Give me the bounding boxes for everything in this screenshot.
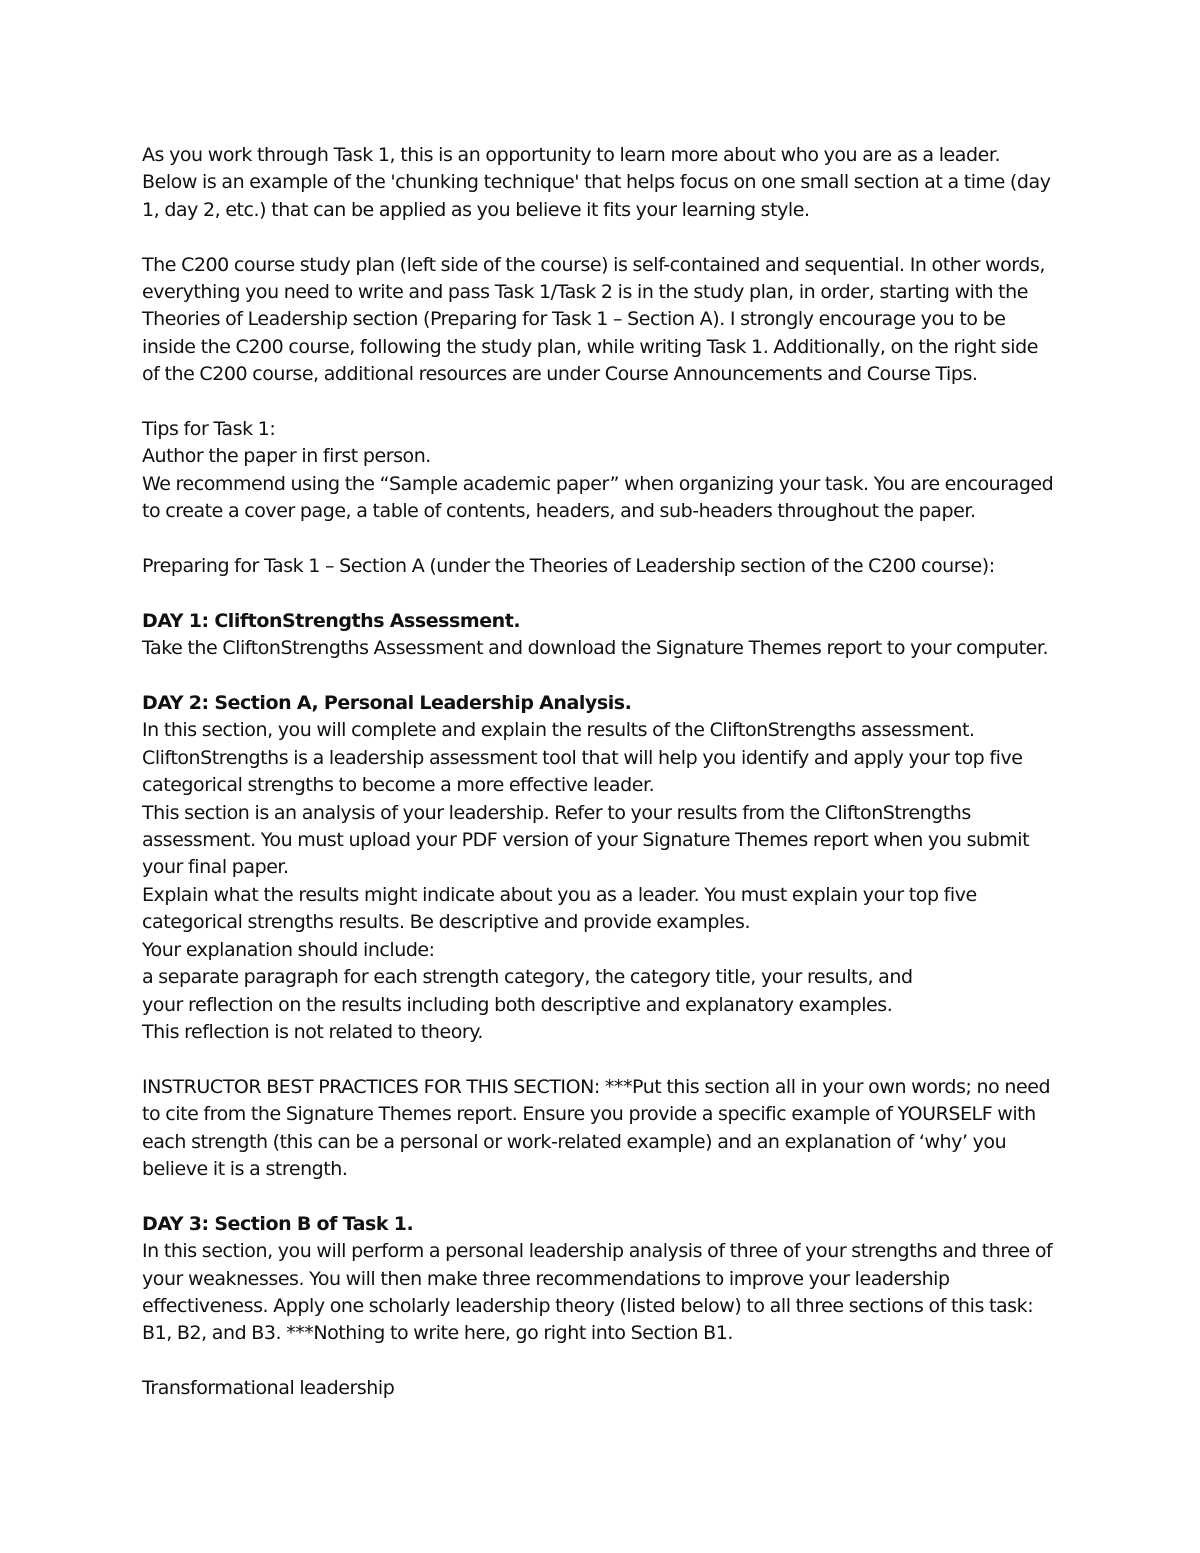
text-line: INSTRUCTOR BEST PRACTICES FOR THIS SECTION: ***Put this section all in your own words; no need: [142, 1075, 1051, 1098]
paragraph-spacer: [142, 526, 1072, 553]
paragraph-spacer: [142, 1046, 1072, 1073]
text-line: to cite from the Signature Themes report. Ensure you provide a specific example of YOURSELF with: [142, 1103, 1036, 1126]
text-line: In this section, you will perform a personal leadership analysis of three of your strengths and three of: [142, 1240, 1053, 1263]
text-line: This section is an analysis of your leadership. Refer to your results from the CliftonStrengths: [142, 801, 971, 824]
text-line: categorical strengths results. Be descriptive and provide examples.: [142, 911, 751, 934]
text-line: believe it is a strength.: [142, 1157, 348, 1180]
study-plan-paragraph: [142, 252, 1072, 389]
tips-section: [142, 416, 1072, 526]
text-line: Take the CliftonStrengths Assessment and download the Signature Themes report to your computer.: [142, 637, 1049, 660]
intro-paragraph: [142, 142, 1072, 224]
text-line: As you work through Task 1, this is an opportunity to learn more about who you are as a leader.: [142, 144, 1001, 166]
text-line: The C200 course study plan (left side of the course) is self-contained and sequential. In other words,: [142, 253, 1045, 276]
preparing-section: [142, 553, 1072, 580]
text-line: to create a cover page, a table of contents, headers, and sub-headers throughout the paper.: [142, 500, 976, 523]
text-line: effectiveness. Apply one scholarly leadership theory (listed below) to all three sections of this task:: [142, 1294, 1034, 1317]
text-line: Theories of Leadership section (Preparing for Task 1 – Section A). I strongly encourage you to be: [142, 308, 1006, 331]
day2-section: [142, 690, 1072, 1046]
day1-section: [142, 608, 1072, 663]
theory-name: Transformational leadership: [142, 1377, 395, 1400]
text-line: everything you need to write and pass Task 1/Task 2 is in the study plan, in order, starting with the: [142, 281, 1029, 304]
paragraph-spacer: [142, 224, 1072, 251]
text-line: inside the C200 course, following the study plan, while writing Task 1. Additionally, on the right side: [142, 335, 1038, 358]
paragraph-spacer: [142, 663, 1072, 690]
instructor-best-practices: [142, 1074, 1072, 1184]
text-line: categorical strengths to become a more effective leader.: [142, 774, 655, 797]
day2-heading: DAY 2: Section A, Personal Leadership Analysis.: [142, 692, 632, 715]
text-line: We recommend using the “Sample academic paper” when organizing your task. You are encouraged: [142, 472, 1054, 495]
text-line: In this section, you will complete and explain the results of the CliftonStrengths assessment.: [142, 719, 975, 742]
document-body: [142, 142, 1072, 1403]
text-line: assessment. You must upload your PDF version of your Signature Themes report when you submit: [142, 829, 1030, 852]
text-line: Your explanation should include:: [142, 938, 435, 961]
text-line: a separate paragraph for each strength category, the category title, your results, and: [142, 966, 913, 989]
text-line: your weaknesses. You will then make three recommendations to improve your leadership: [142, 1267, 950, 1290]
tips-heading: Tips for Task 1:: [142, 418, 276, 441]
day3-heading: DAY 3: Section B of Task 1.: [142, 1212, 414, 1235]
paragraph-spacer: [142, 1348, 1072, 1375]
text-line: each strength (this can be a personal or work-related example) and an explanation of ‘why’ you: [142, 1130, 1007, 1153]
text-line: CliftonStrengths is a leadership assessment tool that will help you identify and apply your top five: [142, 746, 1023, 769]
paragraph-spacer: [142, 580, 1072, 607]
text-line: Below is an example of the 'chunking technique' that helps focus on one small section at a time (day: [142, 171, 1051, 194]
paragraph-spacer: [142, 389, 1072, 416]
theory-section: [142, 1375, 1072, 1402]
text-line: 1, day 2, etc.) that can be applied as you believe it fits your learning style.: [142, 198, 810, 221]
day3-section: [142, 1211, 1072, 1348]
text-line: of the C200 course, additional resources are under Course Announcements and Course Tips.: [142, 363, 978, 386]
day1-heading: DAY 1: CliftonStrengths Assessment.: [142, 609, 521, 632]
text-line: Author the paper in first person.: [142, 445, 431, 468]
text-line: Preparing for Task 1 – Section A (under the Theories of Leadership section of the C200 course):: [142, 555, 995, 578]
paragraph-spacer: [142, 1183, 1072, 1210]
text-line: This reflection is not related to theory.: [142, 1020, 483, 1043]
text-line: B1, B2, and B3. ***Nothing to write here, go right into Section B1.: [142, 1322, 733, 1345]
text-line: your final paper.: [142, 856, 289, 879]
text-line: Explain what the results might indicate about you as a leader. You must explain your top five: [142, 883, 977, 906]
text-line: your reflection on the results including both descriptive and explanatory examples.: [142, 993, 893, 1016]
